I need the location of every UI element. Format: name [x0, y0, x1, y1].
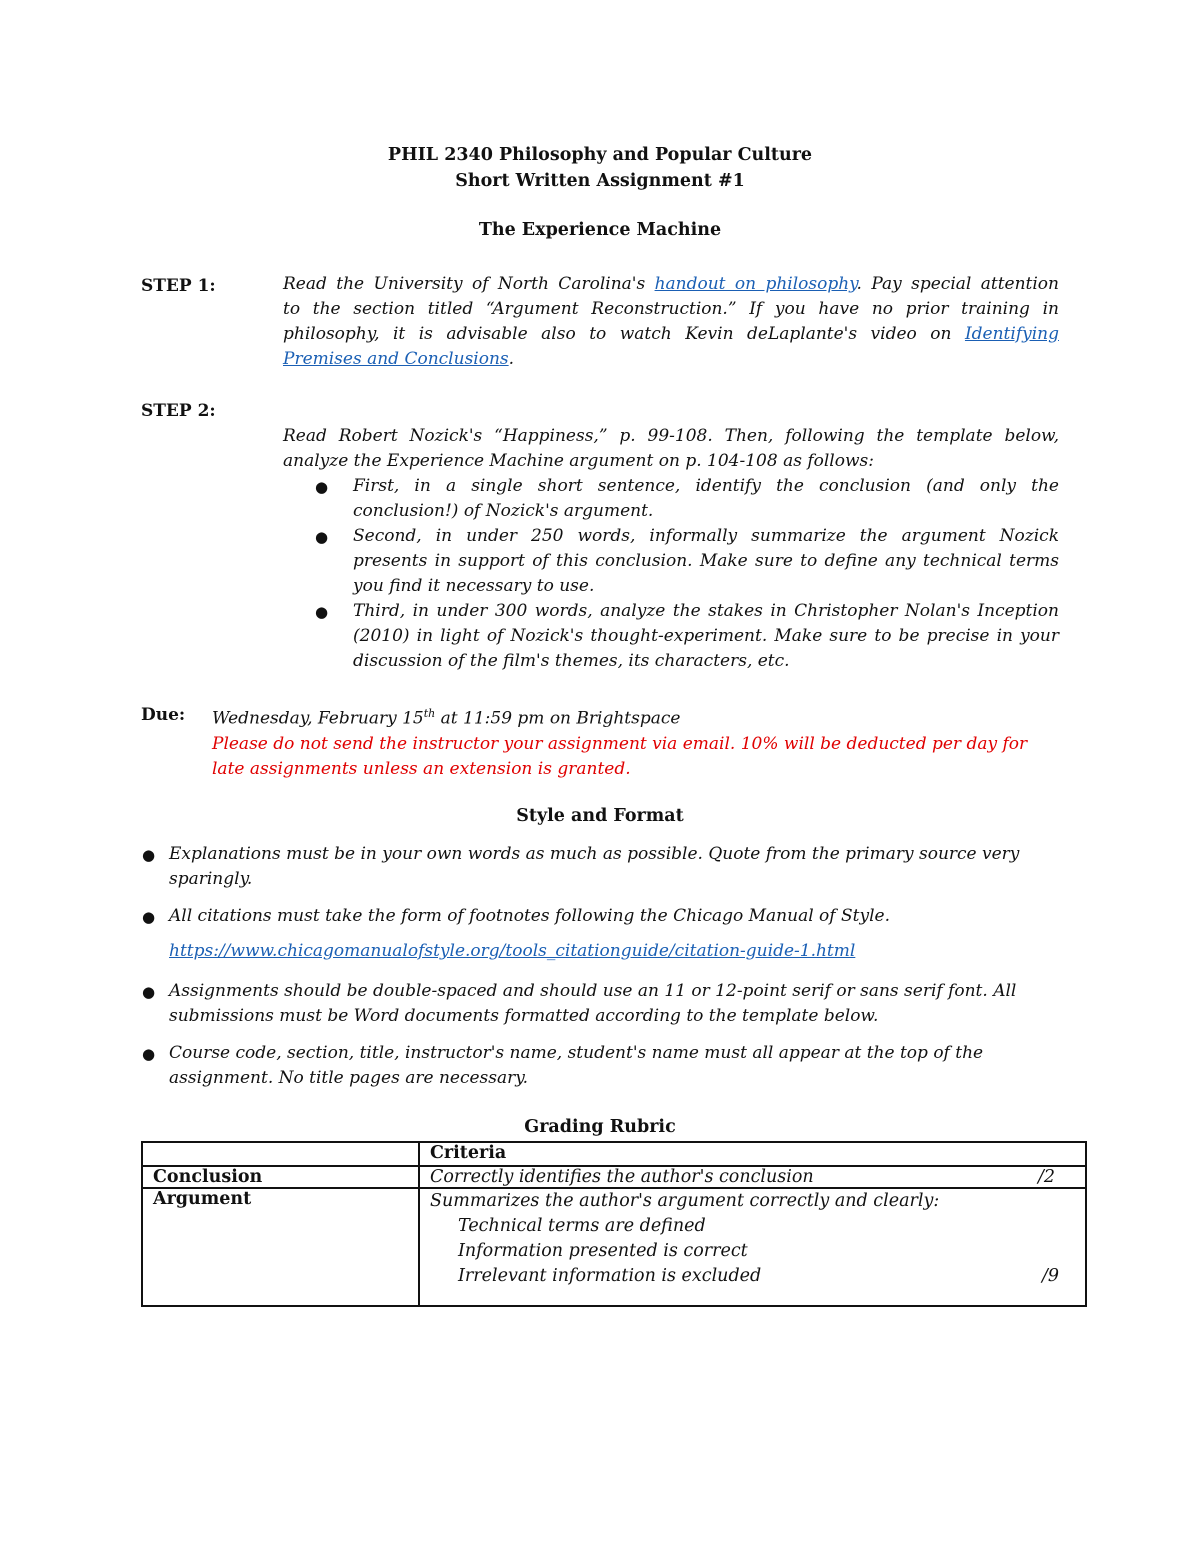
bullet-icon: ● — [142, 983, 156, 1001]
bullet-icon: ● — [315, 603, 329, 621]
style-item-3: Assignments should be double-spaced and should use an 11 or 12-point serif or sans serif font. All submissions must be Word documents formatted according to the template below. — [169, 981, 1017, 1026]
style-item-1: Explanations must be in your own words as much as possible. Quote from the primary source very sparingly. — [169, 844, 1020, 889]
course-title: PHIL 2340 Philosophy and Popular Culture — [387, 145, 813, 165]
due-date: Wednesday, February 15th at 11:59 pm on Brightspace — [212, 707, 681, 729]
step2-line1: Read Robert Nozick's “Happiness,” p. 99-108. Then, following the template below, — [283, 426, 1059, 446]
due-text — [212, 701, 1072, 782]
rubric-row-argument — [142, 1188, 1086, 1306]
chicago-citation-link[interactable]: https://www.chicagomanualofstyle.org/tools_citationguide/citation-guide-1.html — [169, 941, 856, 961]
assignment-title: Short Written Assignment #1 — [455, 171, 745, 191]
step2-label: STEP 2: — [141, 401, 216, 421]
bullet-icon: ● — [315, 478, 329, 496]
step2-bullet-1: First, in a single short sentence, identify the conclusion (and only the conclusion!) of Nozick's argument. — [353, 476, 1059, 521]
rubric-header-row — [142, 1142, 1086, 1166]
bullet-icon: ● — [142, 1045, 156, 1063]
step2-intro — [283, 424, 1059, 474]
step1-line2: to the section titled “Argument Reconstruction.” If you have no prior training in — [283, 299, 1059, 319]
rubric-row-conclusion — [142, 1166, 1086, 1188]
step1-line1: Read the University of North Carolina's handout on philosophy. Pay special attention — [283, 274, 1059, 294]
step1-line4: Premises and Conclusions. — [283, 349, 515, 369]
due-label: Due: — [141, 705, 186, 725]
rubric-table — [141, 1141, 1087, 1307]
rubric-score-conclusion: /2 — [1037, 1167, 1055, 1187]
step2-line2: analyze the Experience Machine argument on p. 104-108 as follows: — [283, 451, 874, 471]
bullet-icon: ● — [142, 846, 156, 864]
rubric-label-conclusion: Conclusion — [142, 1166, 419, 1188]
premises-conclusions-link[interactable]: Premises and Conclusions — [283, 349, 509, 369]
criteria-header: Criteria — [419, 1142, 1086, 1166]
step1-label: STEP 1: — [141, 276, 216, 296]
due-warning-line1: Please do not send the instructor your assignment via email. 10% will be deducted per day for — [212, 733, 1028, 754]
rubric-score-argument: /9 — [1041, 1266, 1059, 1286]
rubric-criteria-conclusion: Correctly identifies the author's conclusion /2 — [419, 1166, 1086, 1188]
style-item-2: All citations must take the form of footnotes following the Chicago Manual of Style. — [169, 906, 890, 926]
topic-title: The Experience Machine — [478, 220, 722, 240]
rubric-label-argument: Argument — [142, 1188, 419, 1306]
style-heading: Style and Format — [516, 806, 684, 826]
step1-line3: philosophy, it is advisable also to watch Kevin deLaplante's video on Identifying — [283, 324, 1059, 344]
handout-link[interactable]: handout on philosophy — [654, 274, 857, 294]
rubric-criteria-argument: Summarizes the author's argument correctly and clearly: Technical terms are defined Information presented is correct Irrelevant information is excluded /9 — [419, 1188, 1086, 1306]
style-item-4: Course code, section, title, instructor's name, student's name must all appear at the top of the assignment. No title pages are necessary. — [169, 1043, 984, 1088]
due-warning-line2: late assignments unless an extension is granted. — [212, 758, 631, 779]
bullet-icon: ● — [315, 528, 329, 546]
rubric-empty-cell — [142, 1142, 419, 1166]
identifying-link[interactable]: Identifying — [964, 324, 1059, 344]
rubric-heading: Grading Rubric — [524, 1117, 676, 1137]
step1-text — [283, 272, 1059, 372]
step2-bullet-2: Second, in under 250 words, informally summarize the argument Nozick presents in support of this conclusion. Make sure to define any technical terms you find it necessary to use. — [353, 526, 1059, 596]
step2-bullet-3: Third, in under 300 words, analyze the stakes in Christopher Nolan's Inception (2010) in light of Nozick's thought-experiment. Make sure to be precise in your discussion of the film's themes, its characters, etc. — [353, 601, 1059, 671]
bullet-icon: ● — [142, 908, 156, 926]
